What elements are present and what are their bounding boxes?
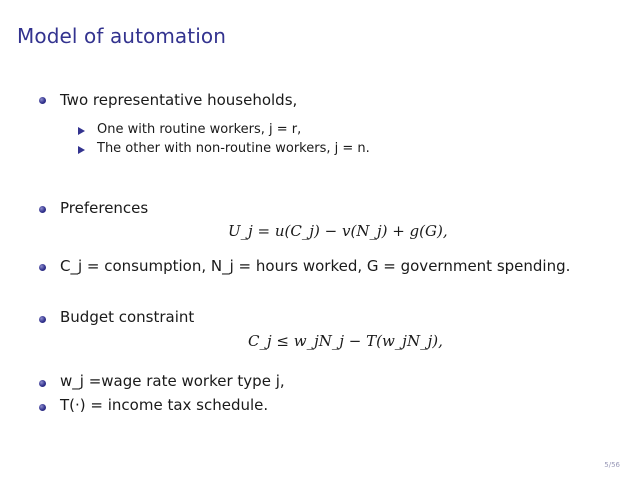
triangle-bullet-icon <box>78 127 85 135</box>
subbullet-nonroutine: The other with non-routine workers, j = n. <box>97 141 370 156</box>
bullet-definitions: C_j = consumption, N_j = hours worked, G = government spending. <box>60 257 571 275</box>
bullet-households: Two representative households, <box>60 91 298 109</box>
circle-bullet-icon <box>39 316 46 323</box>
circle-bullet-icon <box>39 97 46 104</box>
bullet-budget: Budget constraint <box>60 308 195 326</box>
circle-bullet-icon <box>39 404 46 411</box>
triangle-bullet-icon <box>78 146 85 154</box>
bullet-wage: w_j =wage rate worker type j, <box>60 372 285 390</box>
circle-bullet-icon <box>39 380 46 387</box>
circle-bullet-icon <box>39 264 46 271</box>
page-number: 5/56 <box>604 461 620 469</box>
subbullet-routine: One with routine workers, j = r, <box>97 122 302 137</box>
bullet-tax: T(·) = income tax schedule. <box>60 396 269 414</box>
circle-bullet-icon <box>39 206 46 213</box>
equation-budget: C_j ≤ w_jN_j − T(w_jN_j), <box>248 332 443 350</box>
equation-utility: U_j = u(C_j) − v(N_j) + g(G), <box>228 222 448 240</box>
slide-title: Model of automation <box>17 24 226 48</box>
bullet-preferences: Preferences <box>60 199 149 217</box>
